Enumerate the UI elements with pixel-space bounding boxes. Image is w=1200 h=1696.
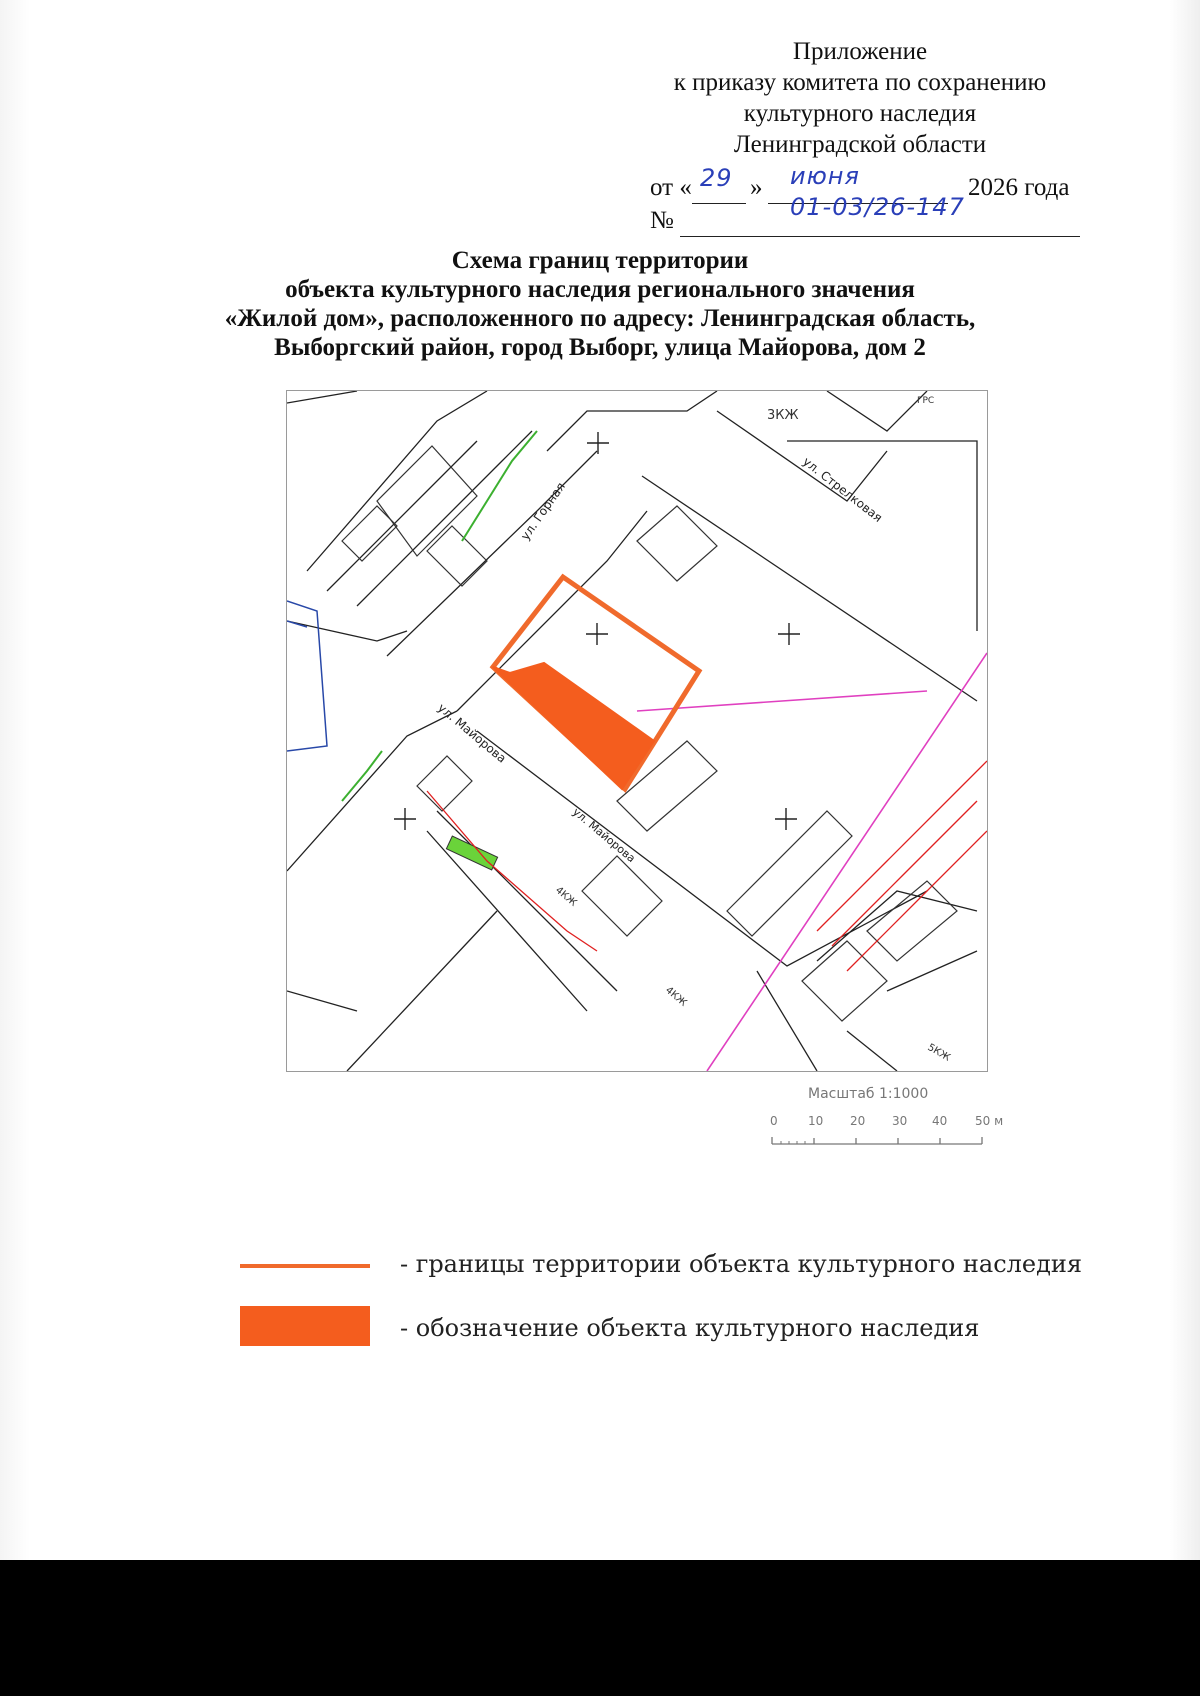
scale-tick: 20 [850, 1114, 866, 1128]
number-sign: № [650, 207, 674, 234]
handwritten-day: 29 [700, 164, 733, 192]
title-line-3: «Жилой дом», расположенного по адресу: Ленинградская область, [224, 305, 976, 332]
scale-tick: 0 [770, 1114, 778, 1128]
building-label: ГРС [917, 396, 935, 406]
appendix-title: Приложение [792, 38, 928, 65]
map-scale [770, 1086, 1020, 1166]
scan-bottom-band [0, 1560, 1200, 1696]
street-label-gornaya: ул. Горная [517, 479, 568, 543]
appendix-order-line: к приказу комитета по сохранению [673, 69, 1047, 96]
grid-crosses [394, 432, 800, 830]
legend-object-text: - обозначение объекта культурного наследия [400, 1314, 980, 1342]
legend-object-swatch [240, 1306, 370, 1346]
heritage-object-fill [493, 663, 654, 789]
legend-item-object [240, 1306, 1140, 1350]
day-blank [692, 203, 746, 204]
green-lines [342, 431, 537, 801]
blue-parcel-lines [287, 601, 327, 751]
scale-tick: 40 [932, 1114, 948, 1128]
scale-bar [770, 1134, 990, 1148]
appendix-heritage-line: культурного наследия [743, 100, 977, 127]
date-year: 2026 года [968, 174, 1070, 201]
street-label-strelkova: ул. Стрелковая [800, 454, 885, 525]
number-blank [680, 236, 1080, 237]
document-title [100, 246, 1100, 362]
title-line-4: Выборгский район, город Выборг, улица Майорова, дом 2 [274, 334, 926, 361]
appendix-region-line: Ленинградской области [733, 131, 987, 158]
legend-item-boundary [240, 1242, 1140, 1286]
street-label-mayorova-2: ул. Майорова [570, 805, 638, 866]
date-mid: » [750, 174, 763, 201]
appendix-header [600, 36, 1120, 160]
building-outlines [342, 446, 957, 1021]
scale-title: Масштаб 1:1000 [808, 1086, 929, 1102]
date-prefix: от « [650, 174, 692, 201]
red-lines [427, 761, 987, 971]
title-line-1: Схема границ территории [451, 247, 749, 274]
map-drawing [287, 391, 987, 1071]
legend-boundary-text: - границы территории объекта культурного наследия [400, 1250, 1083, 1278]
handwritten-number: 01-03/26-147 [790, 193, 965, 221]
title-line-2: объекта культурного наследия регионального значения [285, 276, 915, 303]
order-number-line [650, 193, 1080, 239]
building-label: 4КЖ [663, 984, 689, 1009]
building-label: 3КЖ [767, 408, 799, 423]
scale-tick: 10 [808, 1114, 824, 1128]
territory-map [286, 390, 988, 1072]
building-label: 4КЖ [553, 884, 579, 909]
pink-boundary-lines [637, 653, 987, 1071]
legend-boundary-swatch [240, 1264, 370, 1268]
building-label: 5КЖ [925, 1042, 952, 1064]
street-label-mayorova: ул. Майорова [435, 700, 509, 766]
handwritten-month: июня [790, 162, 860, 190]
scale-tick: 50 м [975, 1114, 1004, 1128]
green-planting [446, 836, 497, 870]
scale-tick: 30 [892, 1114, 908, 1128]
